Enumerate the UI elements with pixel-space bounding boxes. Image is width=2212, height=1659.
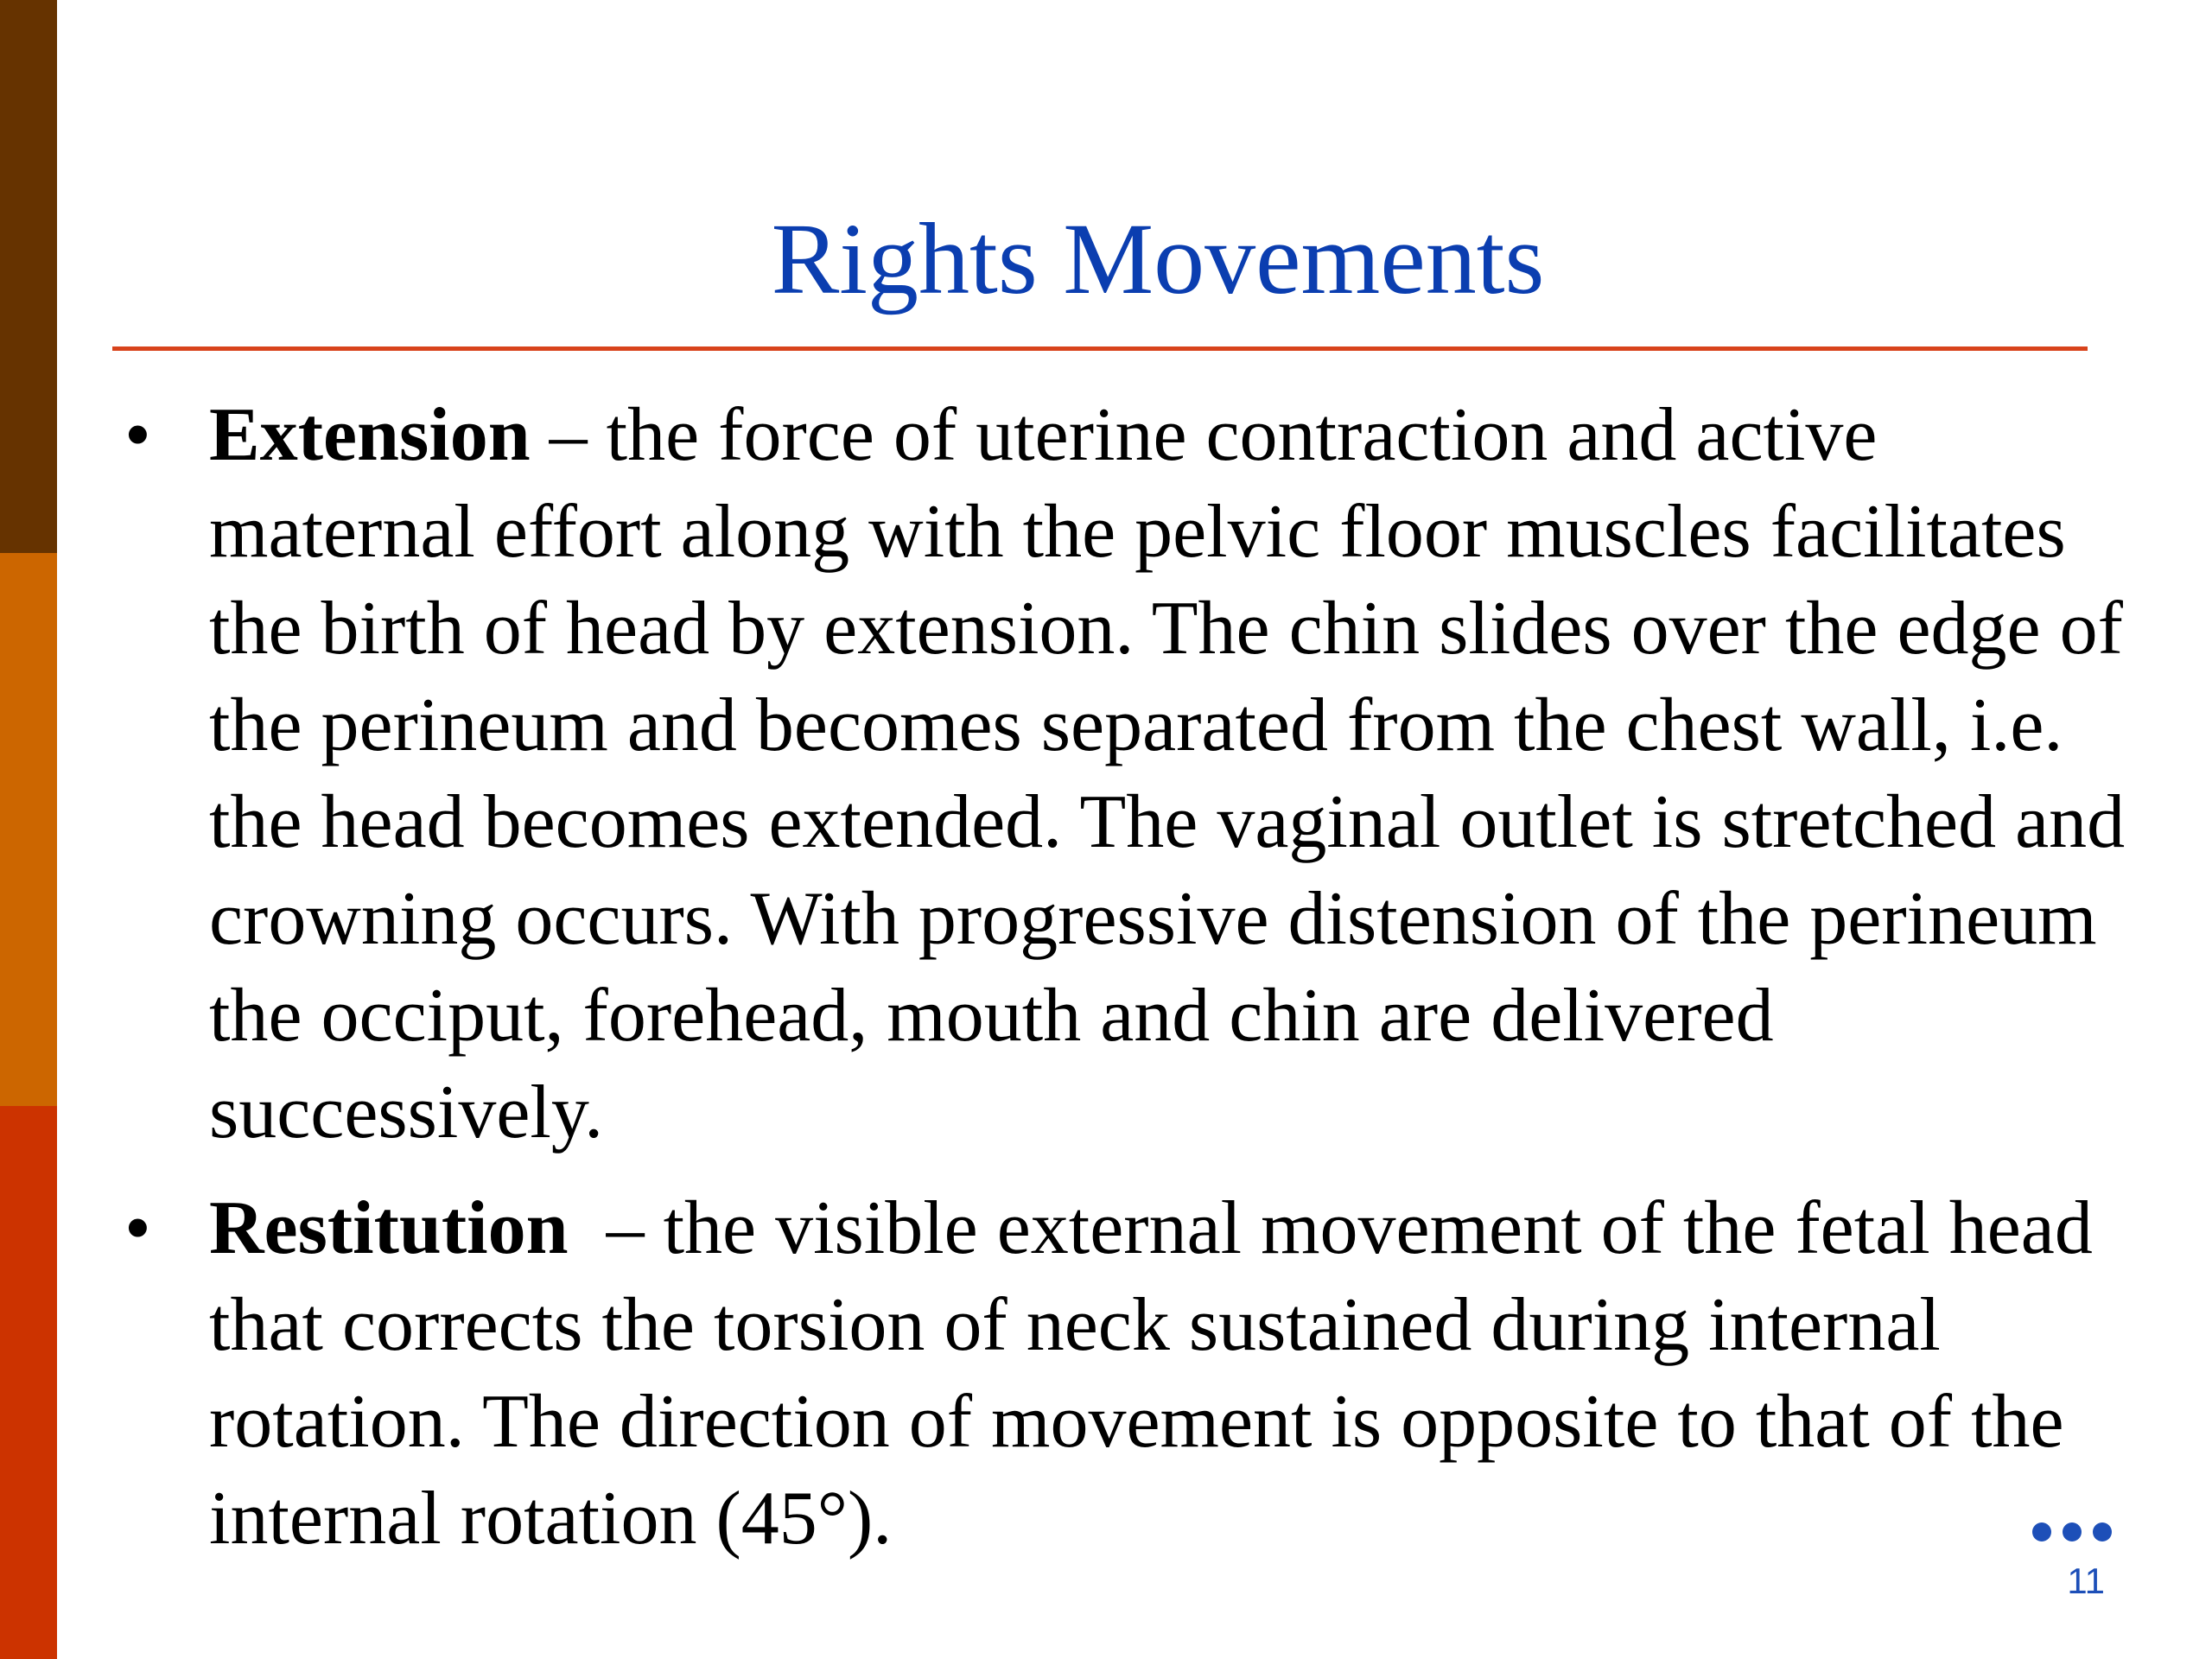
side-bar-top — [0, 0, 57, 553]
bullet-icon: • — [124, 393, 151, 477]
title-divider — [112, 346, 2088, 351]
bullet-icon: • — [124, 1186, 151, 1270]
ellipsis-dot — [2032, 1522, 2051, 1541]
side-bar-middle — [0, 553, 57, 1106]
bullet-list — [112, 387, 2134, 1586]
bullet-text: – the visible external movement of the fetal head that corrects the torsion of neck sustained during internal rotation. The direction of movement is opposite to that of the internal rotation (45°). — [209, 1186, 2112, 1560]
side-bar-bottom — [0, 1106, 57, 1659]
ellipsis-icon[interactable] — [2032, 1522, 2112, 1541]
slide-title: Rights Movements — [771, 202, 1545, 315]
ellipsis-dot — [2063, 1522, 2082, 1541]
bullet-term: Restitution — [209, 1186, 569, 1270]
ellipsis-dot — [2093, 1522, 2112, 1541]
bullet-item-restitution — [112, 1180, 2134, 1567]
bullet-text: – the force of uterine contraction and active maternal effort along with the pelvic floor muscles facilitates the birth of head by extension. The chin slides over the edge of the perineum and becomes separated from the chest wall, i.e. the head becomes extended. The vaginal outlet is stretched and crowning occurs. With progressive distension of the perineum the occiput, forehead, mouth and chin are delivered successively. — [209, 393, 2126, 1154]
bullet-term: Extension — [209, 393, 531, 477]
bullet-item-extension — [112, 387, 2134, 1161]
page-number: 11 — [2067, 1560, 2105, 1601]
